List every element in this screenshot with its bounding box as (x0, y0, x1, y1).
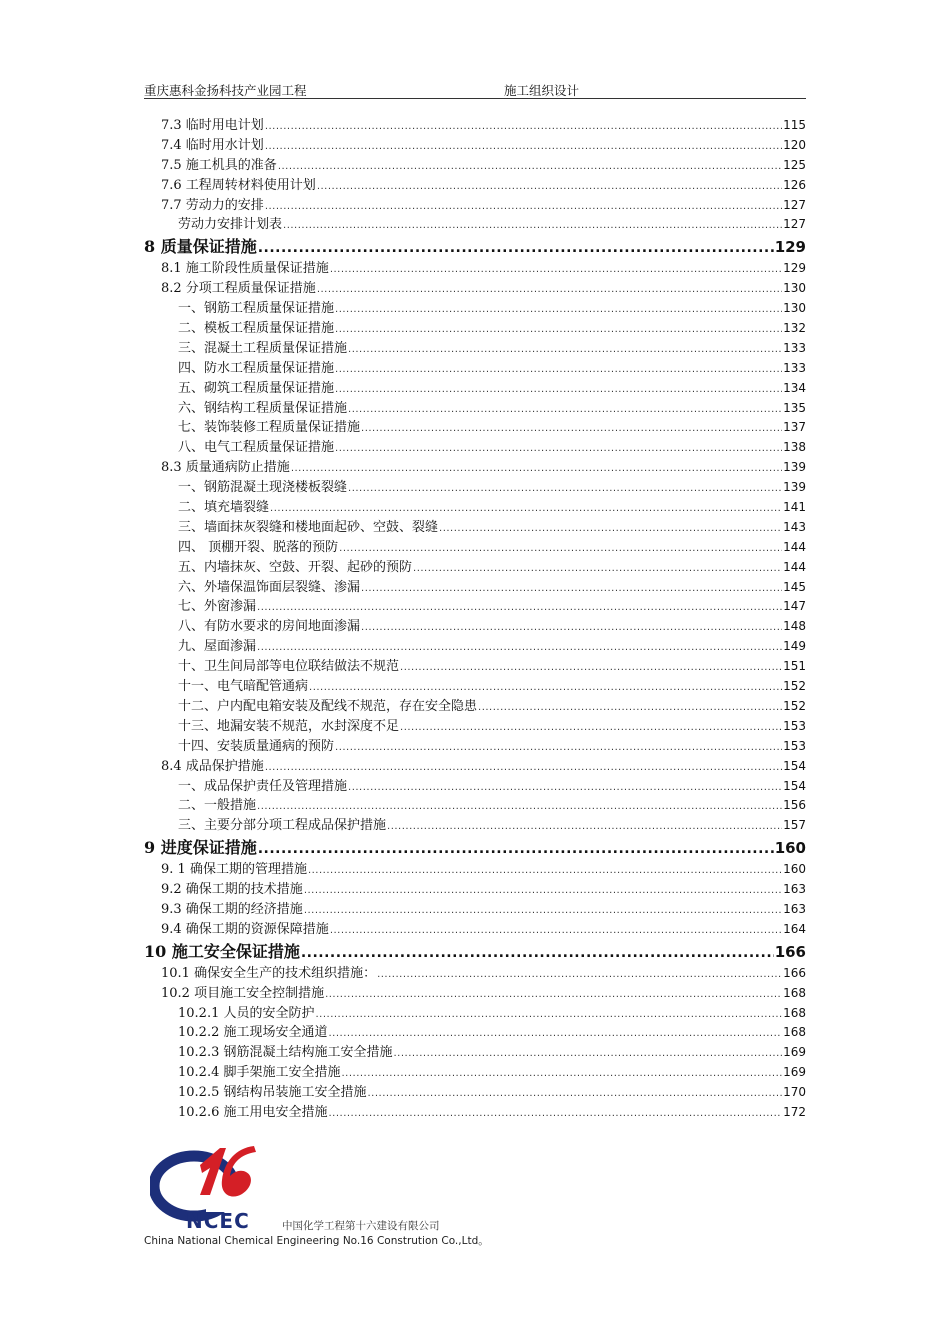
toc-entry[interactable] (144, 1063, 806, 1083)
toc-entry[interactable] (144, 478, 806, 498)
toc-entry-page: 157 (783, 818, 806, 833)
toc-entry[interactable] (144, 399, 806, 419)
toc-entry-label: 四、 顶棚开裂、脱落的预防 (178, 539, 339, 555)
toc-entry-label: 十、卫生间局部等电位联结做法不规范 (178, 659, 400, 675)
toc-leader-dots (335, 320, 782, 340)
logo-wordmark: NCEC (186, 1209, 250, 1233)
toc-entry-label: 七、外窗渗漏 (178, 599, 257, 615)
toc-leader-dots (335, 380, 782, 400)
toc-leader-dots (328, 1024, 782, 1044)
toc-entry-label: 10.2.2 施工现场安全通道 (178, 1025, 328, 1041)
toc-entry-page: 164 (783, 921, 806, 936)
toc-entry-page: 149 (783, 639, 806, 654)
toc-entry[interactable] (144, 964, 806, 984)
toc-entry[interactable] (144, 697, 806, 717)
toc-leader-dots (361, 618, 782, 638)
toc-entry[interactable] (144, 860, 806, 880)
toc-entry-page: 169 (783, 1045, 806, 1060)
toc-leader-dots (361, 579, 782, 599)
toc-entry[interactable] (144, 1023, 806, 1043)
toc-leader-dots (348, 340, 782, 360)
toc-leader-dots (309, 678, 782, 698)
toc-entry-label: 10.2.4 脚手架施工安全措施 (178, 1065, 341, 1081)
toc-chapter[interactable] (144, 235, 806, 259)
toc-leader-dots (304, 881, 782, 901)
header-project-name: 重庆惠科金扬科技产业园工程 (144, 83, 307, 98)
toc-entry-label: 8.1 施工阶段性质量保证措施 (161, 261, 329, 277)
toc-entry-label: 8.2 分项工程质量保证措施 (161, 281, 316, 297)
toc-entry-page: 144 (783, 559, 806, 574)
toc-entry-page: 135 (783, 400, 806, 415)
toc-entry-label: 10 施工安全保证措施 (144, 941, 300, 961)
toc-entry-label: 8.3 质量通病防止措施 (161, 460, 290, 476)
toc-entry[interactable] (144, 215, 806, 235)
toc-entry-label: 一、钢筋混凝土现浇楼板裂缝 (178, 480, 348, 496)
toc-entry-page: 154 (783, 778, 806, 793)
toc-leader-dots (335, 738, 782, 758)
toc-entry-label: 五、砌筑工程质量保证措施 (178, 380, 335, 396)
toc-leader-dots (377, 965, 782, 985)
toc-leader-dots (339, 539, 782, 559)
toc-entry-label: 十二、户内配电箱安装及配线不规范，存在安全隐患 (178, 698, 478, 714)
toc-entry-label: 四、防水工程质量保证措施 (178, 360, 335, 376)
toc-entry-page: 134 (783, 380, 806, 395)
toc-entry-page: 153 (783, 738, 806, 753)
toc-entry-label: 三、主要分部分项工程成品保护措施 (178, 818, 387, 834)
toc-chapter[interactable] (144, 836, 806, 860)
toc-entry[interactable] (144, 637, 806, 657)
company-name-en: China National Chemical Engineering No.16 Constrution Co.,Ltd。 (144, 1235, 489, 1247)
toc-entry-page: 170 (783, 1085, 806, 1100)
toc-entry[interactable] (144, 1083, 806, 1103)
toc-entry-label: 10.2.5 钢结构吊装施工安全措施 (178, 1085, 367, 1101)
toc-entry[interactable] (144, 717, 806, 737)
toc-entry-label: 10.2.6 施工用电安全措施 (178, 1104, 328, 1120)
toc-entry-label: 十一、电气暗配管通病 (178, 679, 309, 695)
toc-entry-label: 7.5 施工机具的准备 (161, 157, 277, 173)
toc-entry-label: 劳动力安排计划表 (178, 217, 283, 233)
toc-leader-dots (335, 439, 782, 459)
toc-entry-label: 一、成品保护责任及管理措施 (178, 778, 348, 794)
toc-entry-page: 156 (783, 798, 806, 813)
toc-leader-dots (257, 638, 782, 658)
toc-entry-page: 132 (783, 321, 806, 336)
toc-entry[interactable] (144, 617, 806, 637)
toc-leader-dots (258, 236, 774, 260)
toc-entry-label: 二、填充墙裂缝 (178, 500, 270, 516)
toc-leader-dots (400, 658, 782, 678)
toc-entry[interactable] (144, 1043, 806, 1063)
toc-leader-dots (330, 260, 782, 280)
toc-entry-label: 三、混凝土工程质量保证措施 (178, 340, 348, 356)
toc-entry-page: 168 (783, 985, 806, 1000)
toc-entry-label: 二、一般措施 (178, 798, 257, 814)
toc-entry[interactable] (144, 578, 806, 598)
toc-leader-dots (387, 817, 782, 837)
toc-entry-label: 9. 1 确保工期的管理措施 (161, 862, 307, 878)
toc-entry-label: 9.3 确保工期的经济措施 (161, 901, 303, 917)
toc-entry-label: 十四、安装质量通病的预防 (178, 738, 335, 754)
toc-entry-page: 115 (783, 118, 806, 132)
toc-entry[interactable] (144, 156, 806, 176)
toc-entry-page: 143 (783, 519, 806, 534)
toc-entry-label: 二、模板工程质量保证措施 (178, 321, 335, 337)
toc-entry-label: 7.3 临时用电计划 (161, 118, 264, 133)
toc-entry-page: 172 (783, 1104, 806, 1119)
toc-entry[interactable] (144, 796, 806, 816)
toc-leader-dots (413, 559, 782, 579)
toc-entry-label: 8 质量保证措施 (144, 237, 257, 257)
toc-entry-page: 133 (783, 360, 806, 375)
toc-leader-dots (341, 1064, 782, 1084)
toc-leader-dots (257, 598, 782, 618)
toc-entry[interactable] (144, 558, 806, 578)
toc-entry-page: 120 (783, 137, 806, 152)
toc-entry[interactable] (144, 136, 806, 156)
toc-leader-dots (301, 941, 774, 965)
toc-entry[interactable] (144, 538, 806, 558)
toc-entry-label: 九、屋面渗漏 (178, 639, 257, 655)
toc-entry-label: 10.2.1 人员的安全防护 (178, 1005, 315, 1021)
toc-leader-dots (393, 1044, 782, 1064)
toc-leader-dots (265, 137, 782, 157)
company-footer (144, 1140, 564, 1250)
toc-entry[interactable] (144, 880, 806, 900)
toc-entry-page: 163 (783, 882, 806, 897)
toc-entry-page: 148 (783, 619, 806, 634)
toc-leader-dots (317, 280, 782, 300)
toc-entry-label: 八、有防水要求的房间地面渗漏 (178, 619, 361, 635)
toc-entry[interactable] (144, 984, 806, 1004)
toc-entry[interactable] (144, 757, 806, 777)
toc-entry-page: 168 (783, 1025, 806, 1040)
toc-entry-page: 154 (783, 758, 806, 773)
toc-entry-page: 144 (783, 539, 806, 554)
toc-entry[interactable] (144, 196, 806, 216)
toc-entry-page: 127 (783, 217, 806, 232)
company-name-cn: 中国化学工程第十六建设有限公司 (282, 1220, 440, 1232)
toc-entry-page: 137 (783, 420, 806, 435)
toc-entry[interactable] (144, 299, 806, 319)
toc-entry[interactable] (144, 359, 806, 379)
toc-entry-page: 160 (774, 839, 806, 858)
toc-entry-page: 138 (783, 440, 806, 455)
ncec-logo (150, 1140, 280, 1235)
toc-entry-page: 133 (783, 340, 806, 355)
toc-leader-dots (265, 197, 782, 217)
toc-leader-dots (328, 1104, 782, 1124)
toc-entry[interactable] (144, 279, 806, 299)
toc-leader-dots (478, 698, 782, 718)
toc-entry-page: 166 (783, 965, 806, 980)
toc-entry-label: 六、钢结构工程质量保证措施 (178, 400, 348, 416)
toc-entry-label: 9.2 确保工期的技术措施 (161, 882, 303, 898)
toc-entry[interactable] (144, 176, 806, 196)
toc-entry[interactable] (144, 777, 806, 797)
toc-entry-page: 147 (783, 599, 806, 614)
toc-entry-label: 一、钢筋工程质量保证措施 (178, 301, 335, 317)
toc-entry-page: 141 (783, 500, 806, 515)
toc-entry[interactable] (144, 677, 806, 697)
toc-leader-dots (257, 797, 782, 817)
toc-entry-page: 139 (783, 480, 806, 495)
toc-leader-dots (270, 499, 782, 519)
toc-entry[interactable] (144, 339, 806, 359)
toc-entry[interactable] (144, 438, 806, 458)
toc-entry-page: 169 (783, 1065, 806, 1080)
toc-entry[interactable] (144, 900, 806, 920)
toc-entry-page: 129 (783, 261, 806, 276)
toc-leader-dots (325, 985, 782, 1005)
toc-entry[interactable] (144, 657, 806, 677)
toc-entry-page: 168 (783, 1005, 806, 1020)
toc-entry-label: 五、内墙抹灰、空鼓、开裂、起砂的预防 (178, 559, 413, 575)
toc-leader-dots (265, 758, 782, 778)
toc-entry[interactable] (144, 816, 806, 836)
toc-entry-page: 163 (783, 901, 806, 916)
toc-chapter[interactable] (144, 940, 806, 964)
toc-leader-dots (304, 901, 782, 921)
toc-entry-label: 7.6 工程周转材料使用计划 (161, 177, 316, 193)
toc-entry-page: 145 (783, 579, 806, 594)
toc-entry-page: 160 (783, 862, 806, 877)
toc-leader-dots (265, 117, 782, 137)
toc-entry-label: 六、外墙保温饰面层裂缝、渗漏 (178, 579, 361, 595)
toc-entry-page: 166 (774, 942, 806, 961)
toc-leader-dots (348, 778, 782, 798)
toc-entry[interactable] (144, 518, 806, 538)
toc-entry[interactable] (144, 920, 806, 940)
toc-entry[interactable] (144, 1004, 806, 1024)
toc-entry-page: 127 (783, 197, 806, 212)
toc-entry-label: 三、墙面抹灰裂缝和楼地面起砂、空鼓、裂缝 (178, 519, 439, 535)
toc-leader-dots (317, 177, 782, 197)
toc-entry-page: 152 (783, 698, 806, 713)
toc-entry-label: 十三、地漏安装不规范，水封深度不足 (178, 718, 400, 734)
toc-leader-dots (400, 718, 782, 738)
toc-entry-label: 8.4 成品保护措施 (161, 758, 264, 774)
toc-leader-dots (348, 479, 782, 499)
table-of-contents (144, 116, 806, 1123)
toc-entry-label: 9.4 确保工期的资源保障措施 (161, 921, 329, 937)
toc-entry-label: 7.7 劳动力的安排 (161, 197, 264, 213)
toc-entry[interactable] (144, 379, 806, 399)
toc-entry-label: 9 进度保证措施 (144, 838, 257, 858)
toc-entry-page: 153 (783, 718, 806, 733)
toc-entry[interactable] (144, 116, 806, 136)
toc-entry[interactable] (144, 597, 806, 617)
toc-entry-page: 129 (774, 238, 806, 257)
toc-entry-page: 125 (783, 157, 806, 172)
toc-entry[interactable] (144, 259, 806, 279)
toc-entry[interactable] (144, 1103, 806, 1123)
toc-entry[interactable] (144, 737, 806, 757)
toc-leader-dots (335, 360, 782, 380)
toc-entry-label: 八、电气工程质量保证措施 (178, 440, 335, 456)
toc-entry[interactable] (144, 418, 806, 438)
toc-entry-page: 130 (783, 281, 806, 296)
toc-entry-page: 126 (783, 177, 806, 192)
toc-leader-dots (258, 837, 774, 861)
toc-entry-page: 139 (783, 460, 806, 475)
toc-entry-page: 152 (783, 679, 806, 694)
toc-entry-label: 10.2 项目施工安全控制措施 (161, 985, 325, 1001)
toc-leader-dots (335, 300, 782, 320)
toc-leader-dots (367, 1084, 782, 1104)
toc-leader-dots (361, 419, 782, 439)
toc-leader-dots (348, 400, 782, 420)
toc-entry[interactable] (144, 319, 806, 339)
toc-leader-dots (278, 157, 782, 177)
toc-entry-page: 151 (783, 659, 806, 674)
toc-leader-dots (315, 1005, 782, 1025)
toc-entry-page: 130 (783, 301, 806, 316)
toc-leader-dots (291, 459, 782, 479)
toc-leader-dots (330, 921, 782, 941)
toc-entry-label: 10.1 确保安全生产的技术组织措施： (161, 965, 377, 981)
header-doc-type: 施工组织设计 (504, 83, 580, 98)
toc-leader-dots (439, 519, 782, 539)
toc-entry[interactable] (144, 458, 806, 478)
toc-leader-dots (283, 216, 782, 236)
toc-entry[interactable] (144, 498, 806, 518)
toc-entry-label: 七、装饰装修工程质量保证措施 (178, 420, 361, 436)
toc-entry-label: 10.2.3 钢筋混凝土结构施工安全措施 (178, 1045, 393, 1061)
page-header (144, 80, 806, 99)
toc-entry-label: 7.4 临时用水计划 (161, 137, 264, 153)
toc-leader-dots (308, 861, 782, 881)
